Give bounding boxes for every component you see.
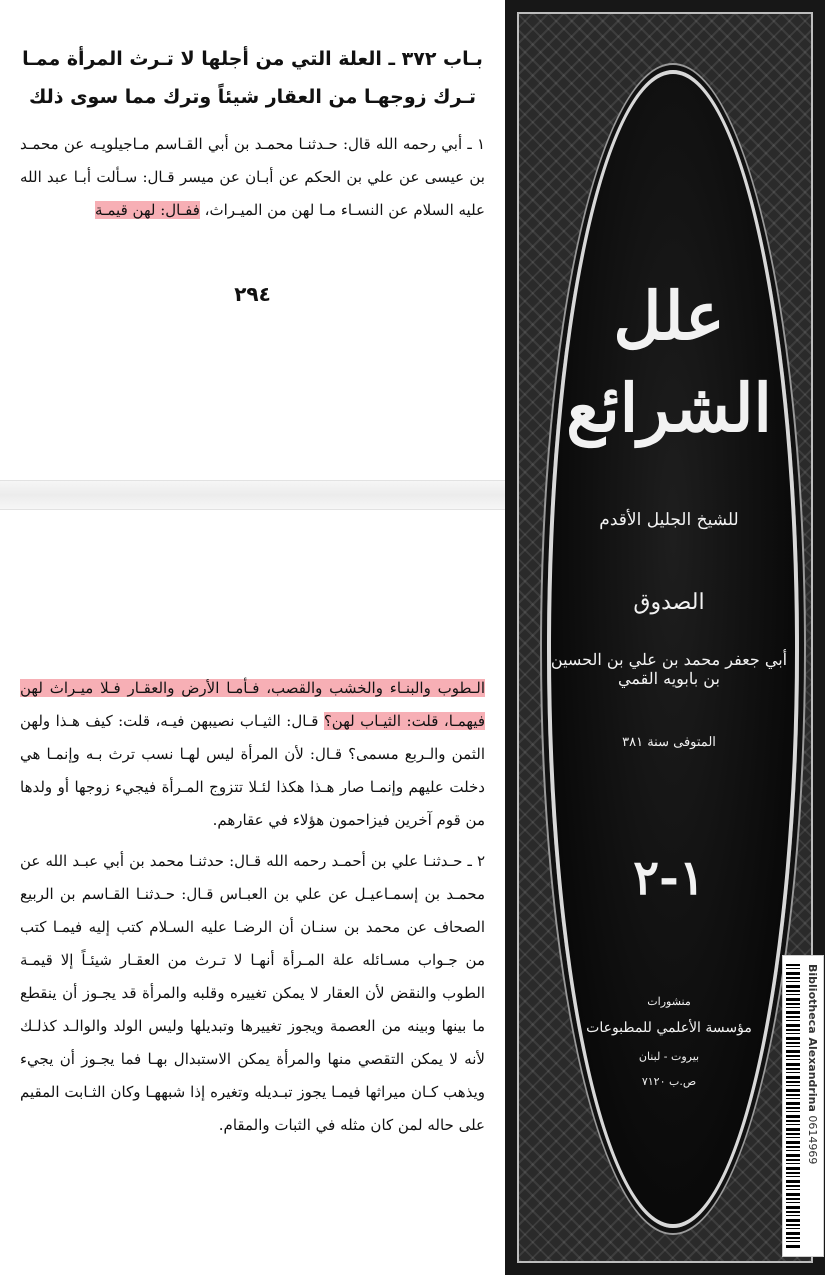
highlighted-text: الـطوب والبنـاء والخشب والقصب، فـأمـا الأرض والعقـار فـلا ميـراث لهن [20, 679, 485, 697]
book-cover [505, 0, 825, 1275]
cover-author-line: أبي جعفر محمد بن علي بن الحسين بن بابويه القمي [550, 650, 788, 688]
cover-author-line: الصدوق [633, 590, 705, 615]
top-page [20, 40, 485, 227]
chapter-title: بـاب ٣٧٢ ـ العلة التي من أجلها لا تـرث المرأة ممـا تـرك زوجهـا من العقار شيئاً وترك مما سوى ذلك [22, 48, 483, 108]
library-barcode-label [782, 955, 824, 1257]
highlighted-text: فيهمـا، قلت: الثيـاب لهن؟ [323, 712, 485, 730]
bottom-page [20, 672, 485, 1142]
highlighted-text: ففـال: لهن قيمـة [94, 201, 200, 219]
library-label-text [803, 964, 821, 1248]
hadith-paragraph-continued [20, 672, 485, 837]
paragraph-continuation-text: قـال: الثيـاب نصيبهن فيـه، قلت: كيف هـذا ولهن الثمن والـربع مسمى؟ قـال: لأن المرأة ليس لهـا نسب ترث بـه وإنمـا هي دخلت عليهم وإنمـا صار هـذا هكذا لئـلا تتزوج المـرأة فيجيء زوجها أو ولدها من قوم آخرين فيزاحمون هؤلاء في عقارهم. [20, 712, 485, 829]
library-name: Bibliotheca Alexandrina [806, 964, 819, 1112]
hadith-paragraph-1-text: ١ ـ أبي رحمه الله قال: حـدثنـا محمـد بن أبي القـاسم مـاجيلويـه عن محمـد بن عيسى عن علي بن الحكم عن أبـان عن ميسر قـال: سـألت أبـا عبد الله عليه السلام عن النسـاء مـا لهن من الميـراث، [20, 135, 485, 219]
page-divider [0, 480, 505, 510]
cover-volume-number: ١-٢ [633, 850, 705, 906]
cover-publisher-line: منشورات [647, 995, 691, 1008]
cover-publisher-line: ص.ب ٧١٢٠ [641, 1075, 697, 1088]
barcode-icon [786, 964, 800, 1248]
hadith-paragraph-1 [20, 128, 485, 227]
cover-title: علل الشرائع [566, 277, 772, 447]
cover-publisher-line: مؤسسة الأعلمي للمطبوعات [586, 1020, 752, 1036]
cover-publisher-line: بيروت - لبنان [638, 1050, 700, 1063]
hadith-paragraph-2: ٢ ـ حـدثنـا علي بن أحمـد رحمه الله قـال: حدثنـا محمد بن أبي عبـد الله عن محمـد بن إسمـاعيـل عن علي بن العبـاس قـال: حـدثنـا القـاسم بن الربيع الصحاف عن محمد بن سنـان أن الرضـا عليه السـلام كتب إليه فيمـا كتب من جـواب مسـائله علة المـرأة أنهـا لا تـرث من العقـار شيئـاً إلا قيمـة الطوب والنقض لأن العقار لا يمكن تغييره وقلبه والمرأة قد يجـوز أن ينقطع ما بينها وبينه من العصمة ويجوز تغييرها وتبديلها وليس الولد والوالـد كذلـك لأنه لا يمكن التقصي منها والمرأة يمكن الاستبدال بهـا فما يجـوز أن يجيء ويذهب كـان ميراثها فيمـا يجوز تبـديله وتغيره إذا شبههـا وكان الثـابت المقيم على حاله لمن كان مثله في الثبات والمقام. [20, 852, 485, 1134]
cover-author-line: للشيخ الجليل الأقدم [599, 510, 739, 530]
cover-author-line: المتوفى سنة ٣٨١ [622, 735, 716, 750]
page-number: ٢٩٤ [234, 282, 271, 306]
barcode-number: 0614969 [806, 1115, 819, 1165]
